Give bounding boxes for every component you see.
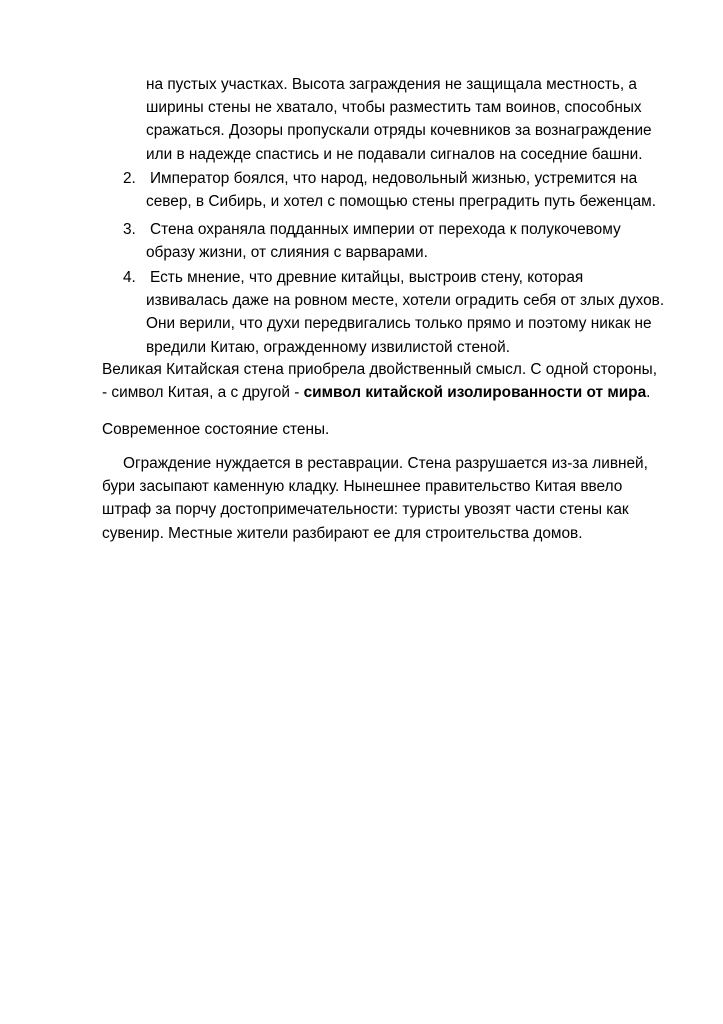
list-item-1-continuation: [146, 73, 652, 166]
list-item-4: [146, 266, 665, 359]
summary-paragraph: [102, 358, 657, 404]
text-line: бури засыпают каменную кладку. Нынешнее правительство Китая ввело: [102, 478, 623, 496]
text-line: север, в Сибирь, и хотел с помощью стены преградить путь беженцам.: [146, 193, 657, 211]
text-line: ширины стены не хватало, чтобы разместить там воинов, способных: [146, 99, 642, 117]
text-line: образу жизни, от слияния с варварами.: [146, 244, 428, 262]
text-line: штраф за порчу достопримечательности: туристы увозят части стены как: [102, 501, 629, 519]
text-line: Стена охраняла подданных империи от перехода к полукочевому: [150, 221, 621, 238]
text-line: сувенир. Местные жители разбирают ее для строительства домов.: [102, 524, 583, 542]
list-item-3: [146, 218, 621, 264]
text-line: Император боялся, что народ, недовольный жизнью, устремится на: [150, 170, 638, 187]
list-item-2: [146, 167, 657, 213]
text-line: Великая Китайская стена приобрела двойственный смысл. С одной стороны,: [102, 361, 657, 378]
text-line: Есть мнение, что древние китайцы, выстроив стену, которая: [150, 269, 584, 286]
list-number: 2.: [123, 170, 136, 187]
section-title: Современное состояние стены.: [102, 421, 330, 438]
text-line: Ограждение нуждается в реставрации. Стена разрушается из-за ливней,: [123, 455, 648, 472]
list-number: 4.: [123, 269, 136, 286]
text-line: [102, 381, 657, 404]
final-paragraph: [102, 452, 648, 545]
text-line: извивалась даже на ровном месте, хотели оградить себя от злых духов.: [146, 292, 665, 310]
text-line: Они верили, что духи передвигались только прямо и поэтому никак не: [146, 315, 652, 333]
summary-period: .: [646, 384, 651, 402]
text-line: или в надежде спастись и не подавали сигналов на соседние башни.: [146, 145, 643, 163]
text-line: на пустых участках. Высота заграждения не защищала местность, а: [146, 76, 637, 93]
list-number: 3.: [123, 221, 136, 238]
emphasis-text: символ китайской изолированности от мира: [303, 384, 647, 402]
text-line: сражаться. Дозоры пропускали отряды кочевников за вознаграждение: [146, 122, 652, 140]
summary-text: - символ Китая, а с другой -: [102, 384, 304, 402]
text-line: вредили Китаю, огражденному извилистой стеной.: [146, 338, 510, 356]
